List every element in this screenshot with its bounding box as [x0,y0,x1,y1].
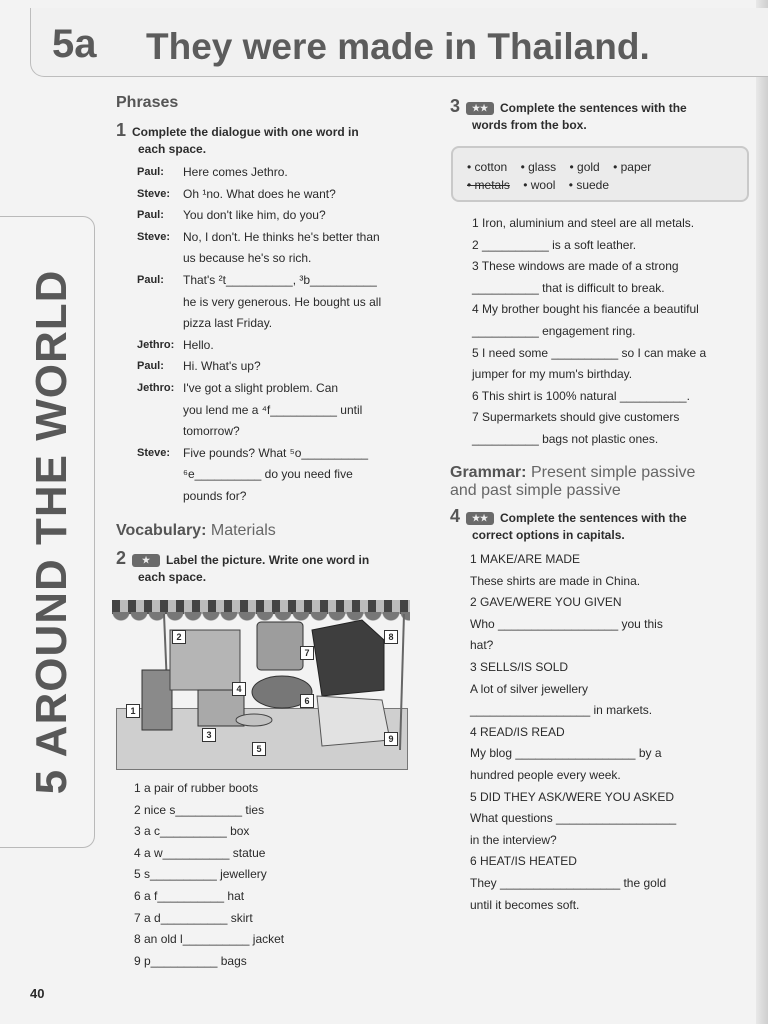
word-box-item: • paper [613,160,652,174]
side-tab-label: 5 AROUND THE WORLD [27,269,76,795]
dialogue-text: pounds for? [183,489,247,503]
unit-code: 5a [52,22,97,66]
sentence-line: jumper for my mum's birthday. [472,367,633,382]
list-item: 6 a f__________ hat [134,888,245,903]
dialogue-text: tomorrow? [183,424,240,439]
speaker-label: Paul: [137,274,164,286]
dialogue [137,162,427,512]
grammar-heading [450,464,695,500]
dialogue-text: Oh ¹no. What does he want? [183,186,336,201]
exercise-1-header [116,122,416,158]
picture-label: 7 [300,646,314,660]
vocabulary-heading-bold: Vocabulary: [116,522,207,539]
exercise-4-header [450,508,740,544]
word-box-item: • suede [568,178,610,192]
dialogue-text: I've got a slight problem. Can [183,381,339,395]
star-badge: ★★ [466,512,494,525]
sentence-line: __________________ in markets. [470,703,653,718]
speaker-label: Steve: [137,187,171,200]
exercise-instruction: Complete the dialogue with one word in [132,125,359,139]
dialogue-text: You don't like him, do you? [183,208,326,223]
picture-label: 2 [172,630,186,644]
exercise-instruction-cont: each space. [138,142,207,156]
word-box-item: • gold [569,160,600,174]
sentence-line: These shirts are made in China. [470,573,641,588]
dialogue-text: That's ²t__________, ³b__________ [183,273,377,287]
word-box-item: • glass [520,160,557,174]
sentence-line: hat? [470,638,494,653]
exercise-2-header [116,550,416,586]
sentence-line: 6 This shirt is 100% natural __________. [472,388,690,403]
sentence-line: My blog __________________ by a [470,746,662,761]
list-item: 3 a c__________ box [134,824,250,839]
dialogue-text: you lend me a ⁴f__________ until [183,402,363,417]
page-title: They were made in Thailand. [146,26,650,67]
sentence-line: 7 Supermarkets should give customers [472,410,680,425]
word-box-item: • cotton [467,160,508,174]
word-box [451,146,749,202]
exercise-instruction-cont: each space. [138,570,207,584]
list-item: 5 s__________ jewellery [134,867,267,882]
option-line: 3 SELLS/IS SOLD [470,659,569,674]
sentence-line: 1 Iron, aluminium and steel are all metals. [472,216,695,230]
sentence-line: What questions __________________ [470,811,677,826]
dialogue-text: us because he's so rich. [183,251,312,266]
picture-label: 6 [300,694,314,708]
picture-label: 4 [232,682,246,696]
picture-label: 5 [252,742,266,756]
dialogue-text: Hi. What's up? [183,359,261,374]
grammar-heading-light-cont: and past simple passive [450,482,621,499]
list-item: 2 nice s__________ ties [134,802,265,817]
picture-label: 8 [384,630,398,644]
phrases-heading: Phrases [116,94,179,111]
speaker-label: Paul: [137,166,164,178]
picture-label: 3 [202,728,216,742]
exercise-instruction: Complete the sentences with the [500,511,687,525]
exercise-instruction-cont: words from the box. [472,118,587,132]
list-item: 1 a pair of rubber boots [134,781,259,795]
sentence-line: 4 My brother bought his fiancée a beautiful [472,302,699,317]
dialogue-text: he is very generous. He bought us all [183,294,382,309]
option-line: 2 GAVE/WERE YOU GIVEN [470,595,622,610]
exercise-number: 1 [116,120,127,140]
dialogue-text: Hello. [183,337,214,352]
picture-label: 9 [384,732,398,746]
picture-label: 1 [126,704,140,718]
speaker-label: Jethro: [137,338,175,351]
dialogue-text: ⁶e__________ do you need five [183,467,353,482]
dialogue-text: pizza last Friday. [183,316,273,331]
sentence-line: 3 These windows are made of a strong [472,259,679,274]
word-box-item-used: • metals [467,178,510,192]
grammar-heading-bold: Grammar: [450,464,527,481]
sentence-line: Who __________________ you this [470,616,663,631]
word-box-item: • wool [523,178,556,192]
exercise-number: 2 [116,548,127,568]
exercise-instruction-cont: correct options in capitals. [472,528,625,542]
speaker-label: Steve: [137,230,171,243]
speaker-label: Jethro: [137,382,175,394]
sentence-line: hundred people every week. [470,767,621,782]
exercise-instruction: Complete the sentences with the [500,101,687,115]
sentence-line: They __________________ the gold [470,875,667,890]
speaker-label: Paul: [137,209,164,222]
exercise-3-header [450,98,740,134]
sentence-line: __________ bags not plastic ones. [472,431,659,446]
dialogue-text: No, I don't. He thinks he's better than [183,229,380,244]
dialogue-text: Here comes Jethro. [183,165,288,179]
exercise-number: 4 [450,506,461,526]
page-number: 40 [30,986,45,1001]
exercise-number: 3 [450,96,461,116]
exercise-3-sentences [472,213,752,451]
word-box-row [467,160,661,174]
word-box-row [467,178,619,192]
option-line: 6 HEAT/IS HEATED [470,854,577,869]
option-line: 5 DID THEY ASK/WERE YOU ASKED [470,789,675,804]
option-line: 1 MAKE/ARE MADE [470,552,581,566]
star-badge: ★ [132,554,160,567]
list-item: 7 a d__________ skirt [134,910,253,925]
sentence-line: until it becomes soft. [470,897,580,912]
sentence-line: in the interview? [470,832,557,847]
speaker-label: Steve: [137,446,171,459]
star-badge: ★★ [466,102,494,115]
exercise-4-items [470,549,755,916]
option-line: 4 READ/IS READ [470,724,565,739]
vocabulary-list [134,778,284,972]
sentence-line: 5 I need some __________ so I can make a [472,345,707,360]
list-item: 8 an old l__________ jacket [134,932,285,947]
dialogue-text: Five pounds? What ⁵o__________ [183,445,369,460]
page-edge [756,0,768,1024]
vocabulary-heading-light: Materials [210,522,276,539]
sentence-line: __________ engagement ring. [472,323,636,338]
vocabulary-heading [116,522,276,540]
list-item: 4 a w__________ statue [134,845,266,860]
market-stall-picture [112,600,410,770]
sentence-line: 2 __________ is a soft leather. [472,237,637,252]
grammar-heading-light: Present simple passive [530,464,696,481]
exercise-instruction: Label the picture. Write one word in [166,553,370,567]
speaker-label: Paul: [137,360,164,373]
sentence-line: A lot of silver jewellery [470,681,589,696]
sentence-line: __________ that is difficult to break. [472,280,665,295]
list-item: 9 p__________ bags [134,953,247,968]
